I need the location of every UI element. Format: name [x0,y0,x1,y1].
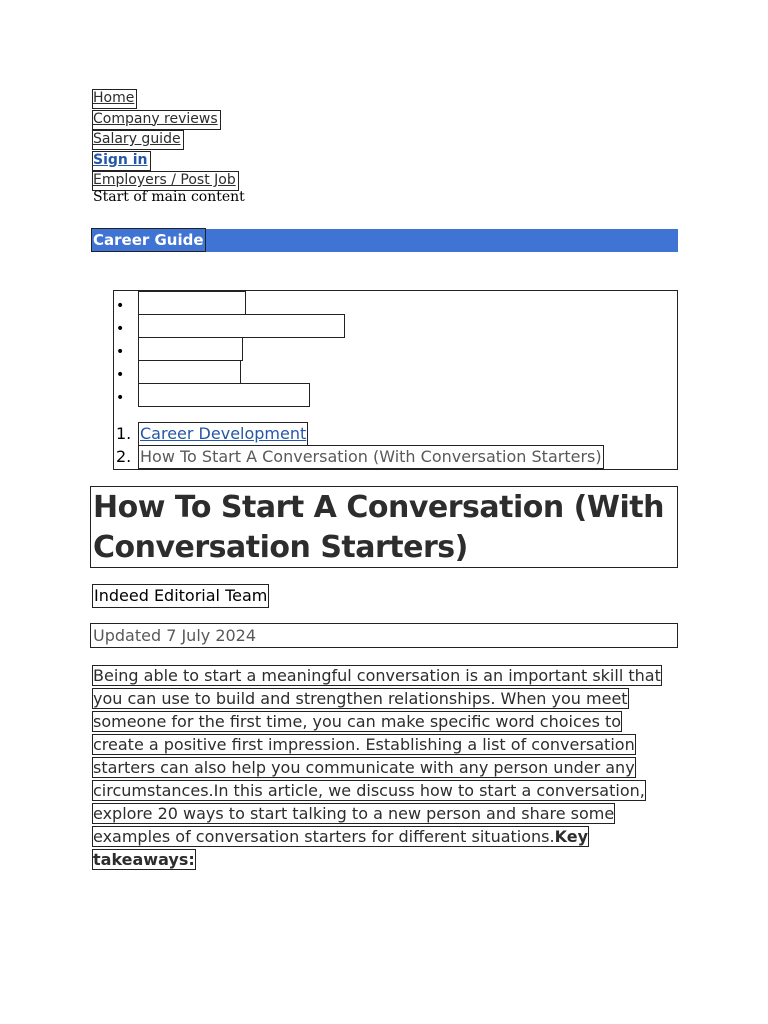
top-navigation [93,87,238,190]
intro-line [93,850,195,869]
bullet-icon: • [116,344,125,360]
bullet-icon: • [116,390,125,406]
intro-line: someone for the first time, you can make specific word choices to [93,712,622,731]
empty-link[interactable] [139,315,344,337]
key-takeaways-heading-cont: takeaways: [93,850,195,869]
breadcrumb-link-career-development[interactable]: Career Development [140,424,307,443]
bullet-icon: • [116,367,125,383]
breadcrumb-number: 1. [116,424,132,443]
nav-link-home[interactable]: Home [93,90,135,106]
author-byline[interactable]: Indeed Editorial Team [94,586,268,605]
empty-link[interactable] [139,361,240,383]
bullet-icon: • [116,321,125,337]
intro-line-text: examples of conversation starters for different situations. [93,827,555,846]
nav-link-company-reviews[interactable]: Company reviews [93,110,218,127]
bullet-icon: • [116,298,125,314]
intro-line: circumstances.In this article, we discuss how to start a conversation, [93,781,645,800]
intro-line: create a positive first impression. Establishing a list of conversation [93,735,635,754]
nav-link-sign-in[interactable]: Sign in [93,151,148,168]
skip-to-content-text: Start of main content [93,189,245,205]
empty-link[interactable] [139,292,245,314]
article-intro [93,664,683,871]
breadcrumb-current-page: How To Start A Conversation (With Conversation Starters) [140,447,602,466]
breadcrumb-number: 2. [116,447,132,466]
updated-date: Updated 7 July 2024 [93,626,257,645]
intro-line [93,827,588,846]
career-guide-link[interactable]: Career Guide [93,231,204,249]
page-title: How To Start A Conversation (With Conversation Starters) [93,490,664,565]
intro-line: explore 20 ways to start talking to a new person and share some [93,804,615,823]
intro-line: you can use to build and strengthen relationships. When you meet [93,689,628,708]
nav-link-salary-guide[interactable]: Salary guide [93,131,181,147]
intro-line: Being able to start a meaningful conversation is an important skill that [93,666,661,685]
key-takeaways-heading: Key [554,827,588,846]
empty-link[interactable] [139,338,242,360]
nav-link-employers-post-job[interactable]: Employers / Post Job [93,172,236,188]
empty-link[interactable] [139,384,309,406]
intro-line: starters can also help you communicate with any person under any [93,758,635,777]
